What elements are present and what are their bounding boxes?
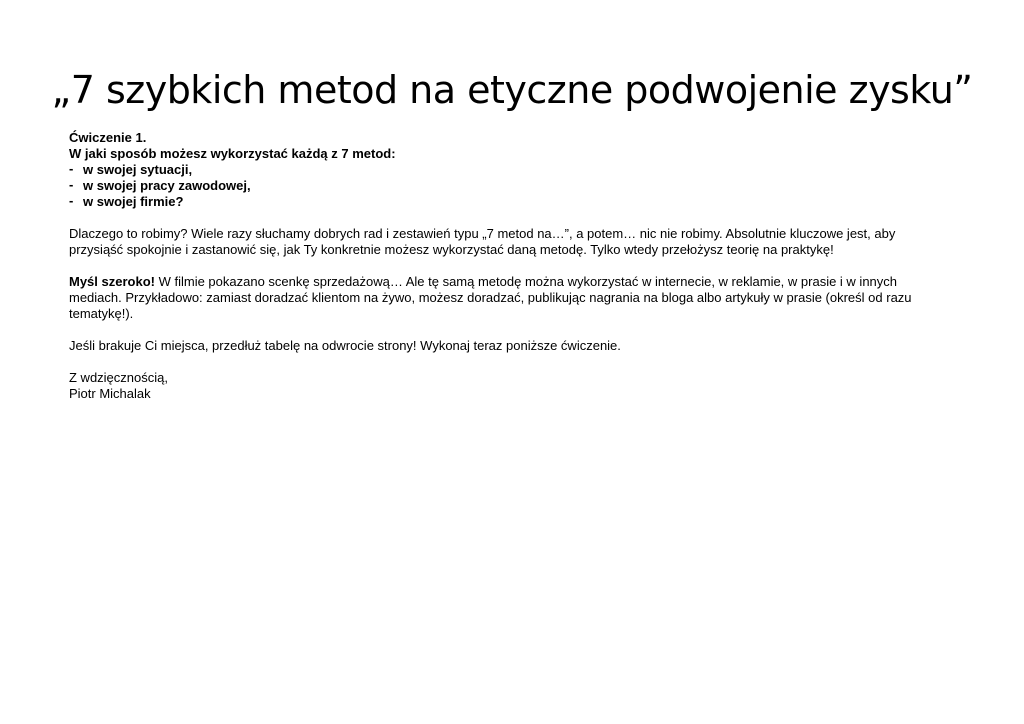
exercise-question: W jaki sposób możesz wykorzystać każdą z 7 metod: (69, 146, 396, 161)
bullet-marker: - (69, 177, 74, 192)
bullet-text: w swojej pracy zawodowej, (83, 178, 251, 193)
page-title: „7 szybkich metod na etyczne podwojenie zysku” (51, 68, 973, 112)
list-item (69, 178, 949, 194)
space-note-paragraph: Jeśli brakuje Ci miejsca, przedłuż tabelę na odwrocie strony! Wykonaj teraz poniższe ćwiczenie. (69, 338, 621, 353)
why-paragraph: Dlaczego to robimy? Wiele razy słuchamy dobrych rad i zestawień typu „7 metod na…”, a potem… nic nie robimy. Absolutnie kluczowe jest, aby przysiąść spokojnie i zastanowić się, jak Ty konkretnie możesz wykorzystać daną metodę. Tylko wtedy przełożysz teorię na praktykę! (69, 226, 896, 257)
exercise-heading: Ćwiczenie 1. (69, 130, 147, 145)
bullet-text: w swojej firmie? (83, 194, 184, 209)
document-body (69, 130, 949, 402)
list-item (69, 162, 949, 178)
bullet-text: w swojej sytuacji, (83, 162, 193, 177)
bullet-marker: - (69, 161, 74, 176)
exercise-bullet-list (69, 162, 949, 210)
think-big-text: W filmie pokazano scenkę sprzedażową… Ale tę samą metodę można wykorzystać w internecie, w reklamie, w prasie i w innych mediach. Przykładowo: zamiast doradzać klientom na żywo, możesz doradzać, publikując nagrania na bloga albo artykuły w prasie (określ od razu tematykę!). (69, 274, 912, 321)
signature-name: Piotr Michalak (69, 386, 151, 401)
bullet-marker: - (69, 193, 74, 208)
signature-closing: Z wdzięcznością, (69, 370, 168, 385)
signature-block (69, 370, 949, 402)
think-big-paragraph (69, 274, 949, 322)
list-item (69, 194, 949, 210)
think-big-lead: Myśl szeroko! (69, 274, 155, 289)
